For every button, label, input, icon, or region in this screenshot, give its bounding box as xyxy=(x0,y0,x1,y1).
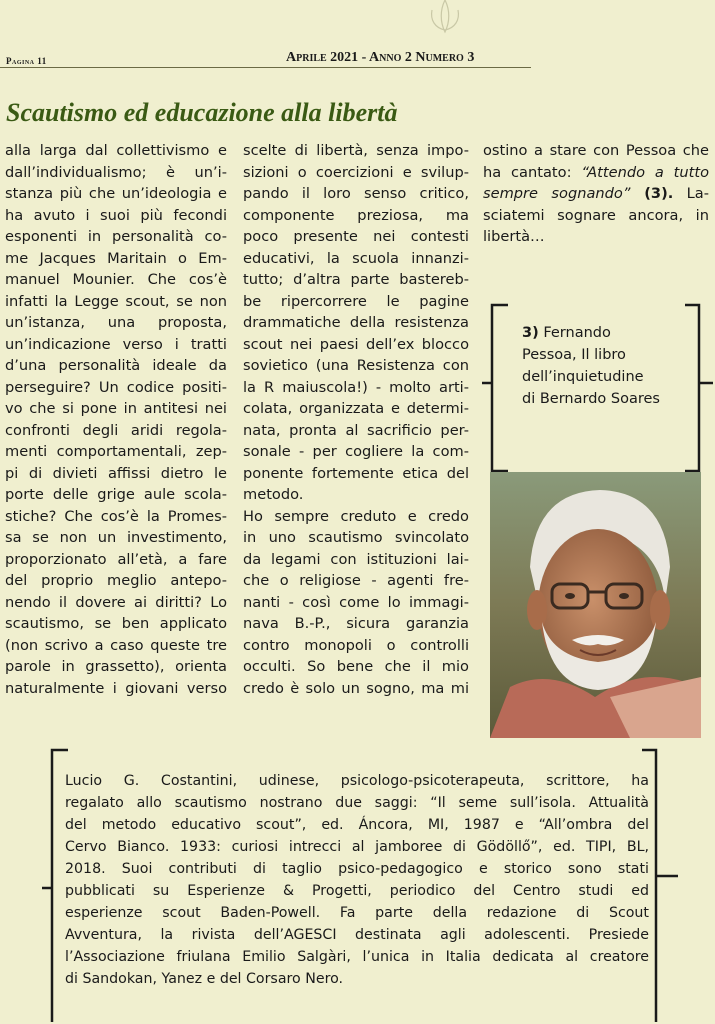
footnote-right-bracket xyxy=(683,303,715,473)
col1-line: scautismo, se ben applicato xyxy=(5,615,227,632)
column-3-line: ostino a stare con Pessoa che xyxy=(483,142,709,159)
author-bio xyxy=(65,770,649,990)
col1-line: d’una personalità ideale da xyxy=(5,357,227,374)
col1-line: parole in grassetto), orienta xyxy=(5,658,227,675)
bio-line: l’Associazione friulana Emilio Salgàri, l’unica in Italia dedicata al creatore xyxy=(65,949,649,965)
col1-line: ha avuto i suoi più fecondi xyxy=(5,206,227,224)
column-3-line xyxy=(483,162,709,184)
col2-line: nava B.-P., sicura garanzia xyxy=(243,615,469,632)
col1-line: del proprio meglio antepo- xyxy=(5,572,227,589)
bio-line: esperienze scout Baden-Powell. Fa parte della redazione di Scout xyxy=(65,905,649,921)
col1-line: un’indicazione verso i tratti xyxy=(5,335,227,353)
col2-line: Ho sempre creduto e credo xyxy=(243,507,469,525)
col2-line: scelte di libertà, senza impo- xyxy=(243,142,469,159)
col1-line: stanza più che un’ideologia e xyxy=(5,185,227,202)
col1-line: vo che si pone in antitesi nei xyxy=(5,400,227,417)
col1-line: un’istanza, una proposta, xyxy=(5,314,227,331)
header-divider xyxy=(0,67,531,68)
col1-line: manuel Mounier. Che cos’è xyxy=(5,271,227,288)
footnote-line: dell’inquietudine xyxy=(522,369,644,385)
page-number: Pagina 11 xyxy=(6,56,47,66)
footnote-text: Fernando xyxy=(538,325,611,341)
col2-line: nanti - così come lo immagi- xyxy=(243,593,469,611)
footnote-number: 3) xyxy=(522,325,539,341)
col2-line: occulti. So bene che il mio xyxy=(243,658,469,675)
col1-line: sa se non un investimento, xyxy=(5,529,227,546)
footnote-line xyxy=(522,322,660,344)
col2-line: sonale - per cogliere la com- xyxy=(243,443,469,460)
bio-line: del metodo educativo scout”, ed. Áncora, MI, 1987 e “All’ombra del xyxy=(65,817,649,833)
pessoa-quote: sempre sognando” xyxy=(483,185,631,202)
footnote-line: Pessoa, Il libro xyxy=(522,347,626,363)
col2-line: drammatiche della resistenza xyxy=(243,314,469,331)
col2-line: contro monopoli o controlli xyxy=(243,636,469,654)
column-3-text: ha cantato: xyxy=(483,163,582,181)
col2-line: tutto; d’altra parte bastereb- xyxy=(243,271,469,288)
col2-line: da legami con istituzioni lai- xyxy=(243,550,469,568)
footnote-reference: (3). xyxy=(630,185,674,202)
col2-line: ponente fortemente etica del xyxy=(243,464,469,482)
pessoa-quote: “Attendo a tutto xyxy=(581,163,709,181)
col1-line: perseguire? Un codice positi- xyxy=(5,378,227,396)
col2-line: be ripercorrere le pagine xyxy=(243,292,469,310)
col2-line: educativi, la scuola innanzi- xyxy=(243,249,469,267)
col2-line: colata, organizzata e determi- xyxy=(243,400,469,417)
column-3-line: libertà… xyxy=(483,228,545,245)
col2-line: sizioni o coercizioni e svilup- xyxy=(243,163,469,181)
col1-line: esponenti in personalità co- xyxy=(5,228,227,245)
col1-line: (non scrivo a caso queste tre xyxy=(5,636,227,654)
col1-line: dall’individualismo; è un’i- xyxy=(5,163,227,181)
col1-line: me Jacques Maritain o Em- xyxy=(5,249,227,267)
bio-line: di Sandokan, Yanez e del Corsaro Nero. xyxy=(65,971,344,987)
col1-line: confronti degli aridi regola- xyxy=(5,421,227,439)
article-column-3 xyxy=(483,140,709,248)
issue-info: Aprile 2021 - Anno 2 Numero 3 xyxy=(286,50,475,65)
column-3-line xyxy=(483,183,709,205)
col2-line: in uno scautismo svincolato xyxy=(243,529,469,546)
col1-line: nendo il dovere ai diritti? Lo xyxy=(5,593,227,611)
col2-line: nata, pronta al sacrificio per- xyxy=(243,421,469,439)
col1-line: stiche? Che cos’è la Promes- xyxy=(5,507,227,525)
col1-line: infatti la Legge scout, se non xyxy=(5,292,227,310)
column-3-text: La- xyxy=(673,185,709,202)
col2-line: pando il loro senso critico, xyxy=(243,185,469,202)
col1-line: alla larga dal collettivismo e xyxy=(5,142,227,159)
col2-line: credo è solo un sogno, ma mi xyxy=(243,679,469,697)
bio-line: Lucio G. Costantini, udinese, psicologo-psicoterapeuta, scrittore, ha xyxy=(65,773,649,789)
col2-line: componente preziosa, ma xyxy=(243,206,469,224)
fleur-de-lis-watermark-icon xyxy=(420,0,470,34)
col1-line: pi di divieti affissi dietro le xyxy=(5,464,227,482)
bio-line: Avventura, la rivista dell’AGESCI destinata agli adolescenti. Presiede xyxy=(65,927,649,943)
col1-line: menti comportamentali, zep- xyxy=(5,443,227,460)
footnote-line: di Bernardo Soares xyxy=(522,391,660,407)
article-column-1 xyxy=(5,140,227,699)
col2-line: la R maiuscola!) - molto arti- xyxy=(243,378,469,396)
footnote-box xyxy=(522,322,660,410)
col1-line: naturalmente i giovani verso xyxy=(5,679,227,697)
col1-line: proporzionato all’età, a fare xyxy=(5,550,227,568)
col2-line: che o religiose - agenti fre- xyxy=(243,572,469,589)
col2-line: scout nei paesi dell’ex blocco xyxy=(243,335,469,353)
author-portrait xyxy=(490,472,701,738)
footnote-left-bracket xyxy=(482,303,512,473)
bio-line: pubblicati su Esperienze & Progetti, periodico del Centro studi ed xyxy=(65,883,649,899)
col1-line: porte delle grige aule scola- xyxy=(5,486,227,503)
col2-line: metodo. xyxy=(243,486,304,503)
col2-line: poco presente nei contesti xyxy=(243,228,469,245)
bio-line: regalato allo scautismo nostrano due saggi: “Il seme sull’isola. Attualità xyxy=(65,795,649,811)
article-title: Scautismo ed educazione alla libertà xyxy=(6,98,398,127)
bio-line: Cervo Bianco. 1933: curiosi intrecci al jamboree di Gödöllő”, ed. TIPI, BL, xyxy=(65,839,649,855)
column-3-line: sciatemi sognare ancora, in xyxy=(483,206,709,224)
col2-line: sovietico (una Resistenza con xyxy=(243,357,469,374)
article-column-2 xyxy=(243,140,469,699)
bio-line: 2018. Suoi contributi di taglio psico-pedagogico e storico sono stati xyxy=(65,861,649,877)
